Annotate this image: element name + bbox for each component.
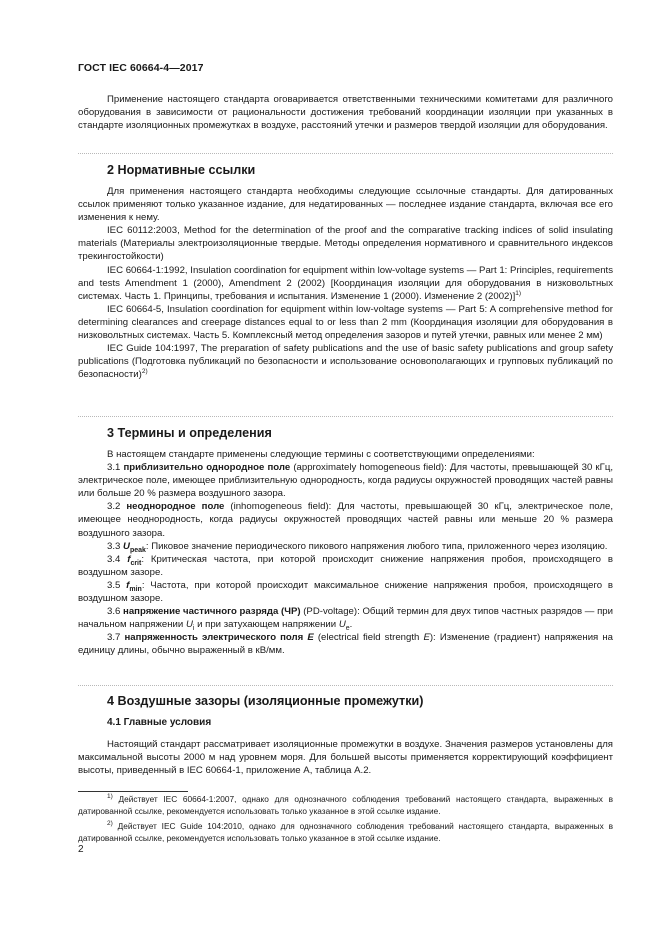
term-name: напряжение частичного разряда (ЧР): [123, 606, 301, 618]
subsection-4-1-heading: 4.1 Главные условия: [107, 717, 212, 728]
term-symbol: f: [126, 579, 130, 591]
section-divider: [78, 153, 613, 154]
reference-iec-60664-5: IEC 60664-5, Insulation coordination for equipment within low-voltage systems — Part 5: A comprehensive method for determining clearances and creepage distances equal to or less than 2 mm (Координация изоляции для оборудования в низковольтных системах. Часть 5. Комплексный метод определения зазоров и путей утечки, равных или менее 2 мм): [78, 303, 613, 342]
term-definition: : Частота, при которой происходит максимальное снижение напряжения пробоя, происходящего в воздушном зазоре.: [78, 579, 613, 605]
section-2-heading: 2 Нормативные ссылки: [107, 163, 256, 177]
section-4-body: [78, 738, 613, 777]
footnote-2: [78, 821, 613, 844]
term-symbol-subscript: peak: [129, 546, 146, 554]
footnote-ref-1: 1): [515, 289, 522, 297]
section-3-body: [78, 448, 613, 658]
reference-text: IEC 60664-1:1992, Insulation coordination for equipment within low-voltage systems — Part 1: Principles, requirements and tests Amendment 1 (2000), Amendment 2 (2002) [Координация изоляции для оборудования в низковольтных системах. Часть 1. Принципы, требования и испытания. Изменение 1 (2000). Изменение 2 (2002)]: [78, 264, 613, 302]
term-definition: Общий термин для двух типов частных разрядов — при начальном напряжении: [78, 606, 613, 631]
term-3-2: [78, 500, 613, 539]
term-definition: Для частоты, превышающей 30 кГц, электрическое поле, имеющее неоднородность, когда радиусы окружностей проводящих частей равны или меньше 20 % размера воздушного зазора.: [78, 501, 613, 539]
term-3-1: [78, 461, 613, 500]
page-number: 2: [78, 844, 84, 855]
reference-text: IEC Guide 104:1997, The preparation of safety publications and the use of basic safety publications and group safety publications (Подготовка публикаций по безопасности и использование основополагающих и групповых публикаций по безопасности): [78, 343, 613, 381]
term-name: неоднородное поле: [126, 501, 225, 513]
term-english: (inhomogeneous field):: [230, 501, 332, 513]
term-number: 3.4: [107, 553, 121, 565]
symbol-u: U: [338, 619, 346, 631]
term-number: 3.6: [107, 606, 121, 618]
reference-iec-60112: IEC 60112:2003, Method for the determination of the proof and the comparative tracking indices of solid insulating materials (Материалы электроизоляционные твердые. Методы определения нормативного и сравнительного индексов трекингостойкости): [78, 225, 613, 263]
term-english-end: ):: [429, 632, 436, 644]
term-symbol: f: [127, 553, 131, 565]
section-divider: [78, 416, 613, 417]
term-definition-continued: и при затухающем напряжении: [197, 619, 337, 631]
footnote-ref-2: 2): [141, 368, 148, 376]
term-symbol-subscript: crit: [130, 559, 142, 567]
section-2-paragraph: Для применения настоящего стандарта необходимы следующие ссылочные стандарты. Для датированных ссылок применяют только указанное издание, для недатированных — последнее издание стандарта, включая все его изменения к нему.: [78, 186, 613, 224]
term-definition: : Пиковое значение периодического пикового напряжения любого типа, приложенного через изоляцию.: [145, 540, 608, 552]
term-name: приблизительно однородное поле: [123, 462, 291, 474]
term-3-4: [78, 553, 613, 579]
footnote-1: [78, 794, 613, 817]
term-name: напряженность электрического поля: [124, 632, 304, 644]
symbol-subscript: e: [345, 625, 350, 633]
term-end: .: [349, 619, 353, 631]
section-4-paragraph: Настоящий стандарт рассматривает изоляционные промежутки в воздухе. Значения размеров установлены для максимальной высоты 2000 м над уровнем моря. Для большей высоты применяется корректирующий коэффициент высоты, приведенный в IEC 60664-1, приложение A, таблица A.2.: [78, 739, 613, 777]
section-divider: [78, 685, 613, 686]
symbol-u: U: [185, 619, 193, 631]
term-3-7: [78, 631, 613, 657]
term-english-symbol: E: [423, 632, 430, 644]
reference-iec-guide-104: [78, 342, 613, 381]
term-number: 3.7: [107, 632, 121, 644]
term-3-5: [78, 579, 613, 605]
footnotes: [78, 794, 613, 844]
footnote-mark: 2): [107, 820, 113, 828]
term-number: 3.1: [107, 462, 121, 474]
document-header: ГОСТ IEC 60664-4—2017: [78, 62, 204, 74]
term-definition: Для частоты, превышающей 30 кГц, электрическое поле, имеющее приблизительную однородность, когда радиусы окружностей проводящих частей равны или больше 20 % размера воздушного зазора.: [78, 462, 613, 500]
intro-paragraph: [78, 93, 613, 132]
term-number: 3.5: [107, 579, 121, 591]
term-3-6: [78, 605, 613, 631]
footnote-separator: [78, 791, 188, 792]
term-number: 3.2: [107, 501, 121, 513]
intro-text: Применение настоящего стандарта оговаривается ответственными техническими комитетами для различного оборудования в зависимости от рациональности достижения требований координации изоляции при указанных в стандарте изоляционных промежутках в воздухе, расстояний утечки и размеров твердой изоляции для оборудования.: [78, 94, 613, 132]
term-definition: Изменение (градиент) напряжения на единицу длины, обычно выраженный в кВ/мм.: [78, 632, 613, 657]
term-english: (approximately homogeneous field):: [293, 462, 447, 474]
term-definition: : Критическая частота, при которой происходит снижение напряжения пробоя, происходящего в воздушном зазоре.: [78, 553, 614, 578]
term-symbol: E: [307, 632, 314, 644]
term-english: (PD-voltage):: [303, 606, 360, 618]
section-3-intro: В настоящем стандарте применены следующие термины с соответствующими определениями:: [107, 449, 535, 460]
section-4-heading: 4 Воздушные зазоры (изоляционные промежутки): [107, 694, 424, 708]
footnote-text: Действует IEC 60664-1:2007, однако для однозначного соблюдения требований настоящего стандарта, выраженных в датированной ссылке, рекомендуется использовать только указанное в этой ссылке издание.: [78, 794, 613, 816]
symbol-subscript: i: [192, 625, 195, 633]
footnote-text: Действует IEC Guide 104:2010, однако для однозначного соблюдения требований настоящего стандарта, выраженных в датированной ссылке, рекомендуется использовать только указанное в этой ссылке издание.: [78, 821, 613, 843]
term-symbol: U: [123, 540, 130, 552]
term-symbol-subscript: min: [129, 585, 142, 593]
section-3-heading: 3 Термины и определения: [107, 426, 272, 440]
term-english: (electrical field strength: [317, 632, 420, 644]
reference-iec-60664-1: [78, 264, 613, 303]
section-2-body: [78, 185, 613, 381]
footnote-mark: 1): [107, 793, 113, 801]
term-number: 3.3: [107, 540, 121, 552]
term-3-3: [78, 540, 613, 553]
